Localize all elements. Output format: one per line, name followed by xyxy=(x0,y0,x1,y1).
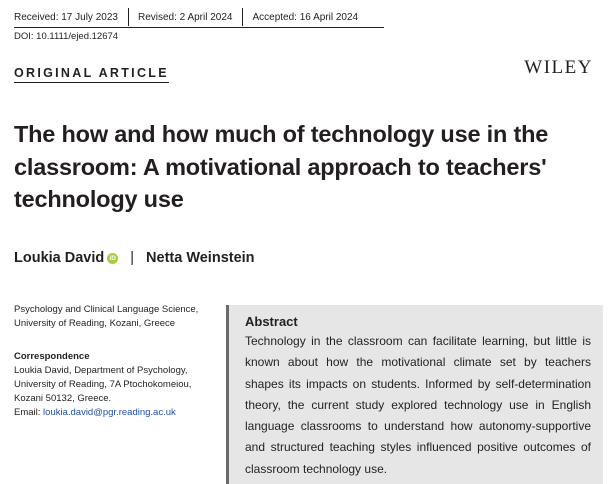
affiliation: Psychology and Clinical Language Science, University of Reading, Kozani, Greece xyxy=(14,304,199,329)
article-title: The how and how much of technology use in the classroom: A motivational approach to teachers' technology use xyxy=(14,121,549,212)
article-dates xyxy=(14,7,384,28)
author-list xyxy=(14,250,255,266)
correspondence-heading: Correspondence xyxy=(14,351,90,362)
author-info-sidebar xyxy=(14,303,214,420)
correspondence-block xyxy=(14,350,214,420)
correspondence-address: Loukia David, Department of Psychology, xyxy=(14,365,188,376)
accepted-date: Accepted: 16 April 2024 xyxy=(252,11,359,23)
correspondence-address: Kozani 50132, Greece. xyxy=(14,393,112,404)
doi[interactable]: DOI: 10.1111/ejed.12674 xyxy=(14,31,119,42)
correspondence-email-line xyxy=(14,406,214,420)
date-divider xyxy=(128,8,129,26)
author-separator: | xyxy=(130,250,135,266)
abstract-box xyxy=(226,305,603,484)
abstract-text: Technology in the classroom can facilitate learning, but little is known about how the motivational climate set by teachers shapes its impacts on students. Informed by self-determination theory, the current study explored technology use in English language classrooms to understand how autonomy-supportive and structured teaching styles influenced positive outcomes of classroom technology use. xyxy=(245,334,591,476)
revised-date: Revised: 2 April 2024 xyxy=(137,11,233,23)
abstract-heading: Abstract xyxy=(245,314,298,329)
article-type: ORIGINAL ARTICLE xyxy=(14,66,169,83)
email-label: Email: xyxy=(14,407,41,418)
email-link[interactable]: loukia.david@pgr.reading.ac.uk xyxy=(43,407,176,418)
author-name[interactable]: Loukia David xyxy=(14,250,105,266)
received-date: Received: 17 July 2023 xyxy=(14,11,118,23)
orcid-icon[interactable]: iD xyxy=(107,253,118,264)
date-divider xyxy=(242,8,243,26)
correspondence-address: University of Reading, 7A Ptochokomeiou, xyxy=(14,379,192,390)
publisher-logo: WILEY xyxy=(524,57,593,78)
author-name[interactable]: Netta Weinstein xyxy=(146,250,255,266)
